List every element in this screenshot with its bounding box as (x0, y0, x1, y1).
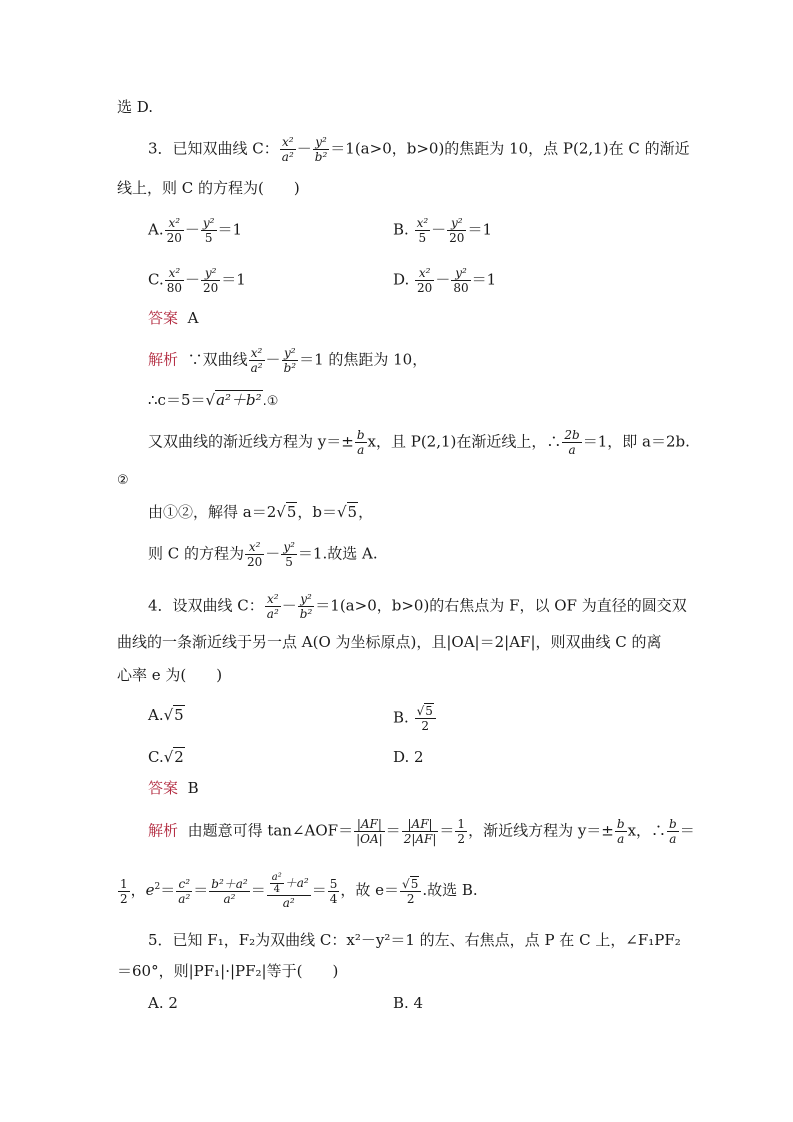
denominator: a (357, 443, 365, 457)
analysis-3-line6: 则 C 的方程为 $\frac{\text{x²}}{20}$ － $\frac{\text{y²}}{5}$ ＝1.故选 A. (148, 540, 378, 569)
denominator: 20 (203, 281, 219, 295)
option-label: A. 2 (148, 994, 178, 1012)
numerator: |AF| (402, 817, 439, 832)
numerator: 5 (329, 876, 338, 891)
numerator: y² (283, 540, 295, 554)
text: ＝1(a>0，b>0)的右焦点为 F，以 OF 为直径的圆交双 (315, 596, 687, 615)
denominator: 5 (204, 231, 213, 245)
text: 5．已知 F₁，F₂为双曲线 C：x²－y²＝1 的左、右焦点，点 P 在 C 上，∠F₁PF₂ (148, 931, 681, 949)
text: 3．已知双曲线 C： (148, 139, 279, 158)
analysis-label: 解析 (148, 821, 179, 840)
numerator: y² (298, 592, 315, 607)
denominator: 2 (457, 832, 466, 846)
text: 又双曲线的渐近线方程为 y＝± (148, 432, 354, 451)
denominator: 2 (421, 719, 430, 733)
numerator: x² (165, 266, 184, 281)
option-label: C. (148, 748, 164, 766)
text: 选 D. (117, 98, 154, 116)
fraction (280, 135, 296, 164)
option-label: A. (148, 706, 164, 724)
radicand: 5 (425, 704, 433, 718)
numerator: y² (447, 216, 466, 231)
analysis-3-line4 (117, 469, 129, 491)
answer-4 (148, 778, 199, 798)
question-4-line3 (117, 665, 222, 685)
denominator: a² (223, 891, 236, 906)
text: 线上，则 C 的方程为( ) (117, 179, 300, 197)
numerator: y² (451, 266, 470, 281)
answer-3 (148, 308, 198, 328)
text: 由①②，解得 a＝2 (148, 503, 277, 521)
numerator: y² (282, 346, 299, 361)
numerator: c² (176, 877, 192, 892)
text: ，渐近线方程为 y＝± (468, 821, 614, 840)
text: ＋a² (284, 876, 309, 890)
fraction (313, 135, 330, 164)
analysis-3-line5: 由①②，解得 a＝2√5，b＝√5， (148, 503, 374, 521)
question-5-line2 (117, 961, 338, 981)
text: 由题意可得 tan∠AOF＝ (187, 821, 354, 840)
denominator: a² (250, 361, 263, 375)
text: ② (117, 473, 129, 488)
text: ＝1 (221, 270, 246, 289)
text: .① (262, 394, 279, 409)
option-label: A. (148, 220, 164, 239)
numerator: x² (249, 346, 265, 361)
text: ＝1(a>0，b>0)的焦距为 10，点 P(2,1)在 C 的渐近 (330, 139, 690, 158)
text: ，故 e＝ (340, 881, 400, 899)
option-3A: A. $\frac{\text{x²}}{20}$ － $\frac{\text{y²}}{5}$ ＝1 (148, 216, 243, 245)
question-4-stem: 4．设双曲线 C： $\frac{\text{x²}}{\text{a²}}$ － $\frac{\text{y²}}{\text{b²}}$ ＝1(a>0，b>0)的右焦点为 F，以 OF 为直径的圆交双 (148, 592, 687, 621)
option-label: D. (393, 270, 410, 289)
option-5B (393, 993, 423, 1013)
numerator: 2b (564, 428, 580, 442)
denominator: a (568, 443, 576, 457)
denominator: a (617, 832, 625, 846)
denominator: 20 (449, 231, 465, 245)
text: ＝1.故选 A. (297, 544, 378, 563)
numerator: x² (165, 216, 184, 231)
denominator: 80 (453, 281, 469, 295)
text: 心率 e 为( ) (117, 666, 223, 684)
option-label: B. (393, 708, 409, 727)
answer-value: A (187, 309, 199, 327)
denominator: b² (299, 607, 313, 621)
text: ＝1 (471, 270, 497, 289)
option-label: D. 2 (393, 748, 424, 766)
denominator: 2|AF| (403, 832, 437, 846)
text: 4．设双曲线 C： (148, 596, 264, 615)
denominator: a² (282, 896, 295, 910)
answer-value: B (187, 779, 199, 797)
denominator: |OA| (356, 832, 383, 846)
question-5-line1 (148, 930, 681, 950)
numerator: x² (265, 592, 281, 607)
text: 曲线的一条渐近线于另一点 A(O 为坐标原点)，且|OA|＝2|AF|，则双曲线 C 的离 (117, 633, 662, 651)
option-4A: A.√5 (148, 706, 184, 724)
numerator: x² (416, 216, 429, 230)
analysis-4-line2: $\frac{1}{2}$ ，$e^2=$ $\frac{\text{c²}}{\text{a²}}$ ＝ $\frac{\text{b²＋a²}}{\text{a²}}$ ＝ $\frac{\text{a²}}{4}$ ＋a² a² ＝ $\frac{5}{4}$ ，故 e＝ $\frac{√5}{2}$ .故选 B. (120, 872, 478, 910)
text: 则 C 的方程为 (148, 544, 245, 563)
text: ∵双曲线 (187, 350, 248, 369)
numerator: 1 (457, 817, 466, 831)
denominator: a (669, 832, 677, 846)
option-label: B. 4 (393, 994, 424, 1012)
analysis-3-line3 (148, 428, 690, 457)
numerator: b²＋a² (211, 876, 248, 891)
numerator: y² (313, 135, 330, 150)
denominator: a² (266, 607, 279, 621)
text: ＝1 的焦距为 10， (299, 350, 428, 369)
denominator: 80 (166, 281, 182, 295)
numerator: x² (245, 540, 264, 555)
question-3-stem: 3．已知双曲线 C： $\frac{\text{x²}}{\text{a²}}$ － $\frac{\text{y²}}{\text{b²}}$ ＝1(a>0，b>0)的焦距为 10，点 P(2,1)在 C 的渐近 (148, 135, 690, 164)
numerator: b (669, 817, 677, 831)
analysis-3-line1: 解析 ∵双曲线 $\frac{\text{x²}}{\text{a²}}$ － $\frac{\text{y²}}{\text{b²}}$ ＝1 的焦距为 10， (148, 346, 428, 375)
numerator: y² (201, 266, 220, 281)
option-3C: C. $\frac{\text{x²}}{80}$ － $\frac{\text{y²}}{20}$ ＝1 (148, 266, 246, 295)
text: x，且 P(2,1)在渐近线上，∴ (367, 432, 562, 451)
text: ， (358, 503, 374, 521)
denominator: b² (283, 361, 297, 375)
option-5A (148, 993, 178, 1013)
analysis-label: 解析 (148, 350, 179, 369)
denominator: 5 (285, 555, 293, 569)
option-3D: D. $\frac{\text{x²}}{20}$ － $\frac{\text{y²}}{80}$ ＝1 (393, 266, 497, 295)
numerator: y² (202, 216, 215, 230)
radicand: 5 (347, 503, 358, 521)
option-4D (393, 747, 424, 767)
text-line (117, 97, 153, 117)
option-4B: B. $\frac{√5}{2}$ (393, 704, 437, 733)
question-3-line2 (117, 178, 300, 198)
radicand: 5 (286, 503, 297, 521)
numerator: b (356, 428, 365, 442)
numerator: |AF| (354, 817, 385, 832)
denominator: 2 (406, 891, 415, 906)
radicand: a²＋b² (216, 391, 262, 409)
radicand: 5 (410, 876, 419, 891)
answer-label: 答案 (148, 309, 179, 327)
denominator: 2 (120, 891, 128, 906)
radicand: 2 (174, 748, 184, 766)
numerator: b (616, 817, 625, 831)
text: .故选 B. (422, 881, 478, 899)
numerator: x² (415, 266, 434, 281)
denominator: 4 (273, 884, 280, 895)
denominator: a² (178, 891, 191, 906)
option-label: C. (148, 270, 164, 289)
text: ＝1 (217, 220, 243, 239)
text: ＝1，即 a＝2b. (582, 432, 690, 451)
denominator: 20 (247, 555, 263, 569)
denominator: b² (314, 150, 328, 164)
radicand: 5 (174, 706, 184, 724)
analysis-4-line1: 解析 由题意可得 tan∠AOF＝ $\frac{|AF|}{|OA|}$ ＝ $\frac{|AF|}{2|AF|}$ ＝ $\frac{1}{2}$ ，渐近线方程为 y＝± $\frac{b}{a}$ x，∴ $\frac{b}{a}$ ＝ (148, 817, 695, 846)
text: x，∴ (627, 821, 667, 840)
question-4-line2 (117, 632, 662, 652)
option-4C: C.√2 (148, 748, 184, 766)
numerator: 1 (120, 876, 128, 891)
numerator: x² (280, 135, 296, 150)
text: ∴c＝5＝ (148, 391, 206, 409)
option-label: B. (393, 220, 409, 239)
numerator: a² (271, 872, 282, 883)
denominator: 5 (418, 231, 427, 245)
text: ＝60°，则|PF₁|·|PF₂|等于( ) (117, 962, 339, 980)
text: ＝1 (467, 220, 492, 239)
denominator: 20 (166, 231, 182, 245)
denominator: 4 (329, 891, 338, 906)
denominator: 20 (417, 281, 433, 295)
answer-label: 答案 (148, 779, 179, 797)
denominator: a² (281, 150, 294, 164)
text: ，b＝ (297, 503, 337, 521)
analysis-3-line2: ∴c＝5＝√a²＋b².① (148, 391, 279, 409)
option-3B: B. $\frac{\text{x²}}{5}$ － $\frac{\text{y²}}{20}$ ＝1 (393, 216, 492, 245)
